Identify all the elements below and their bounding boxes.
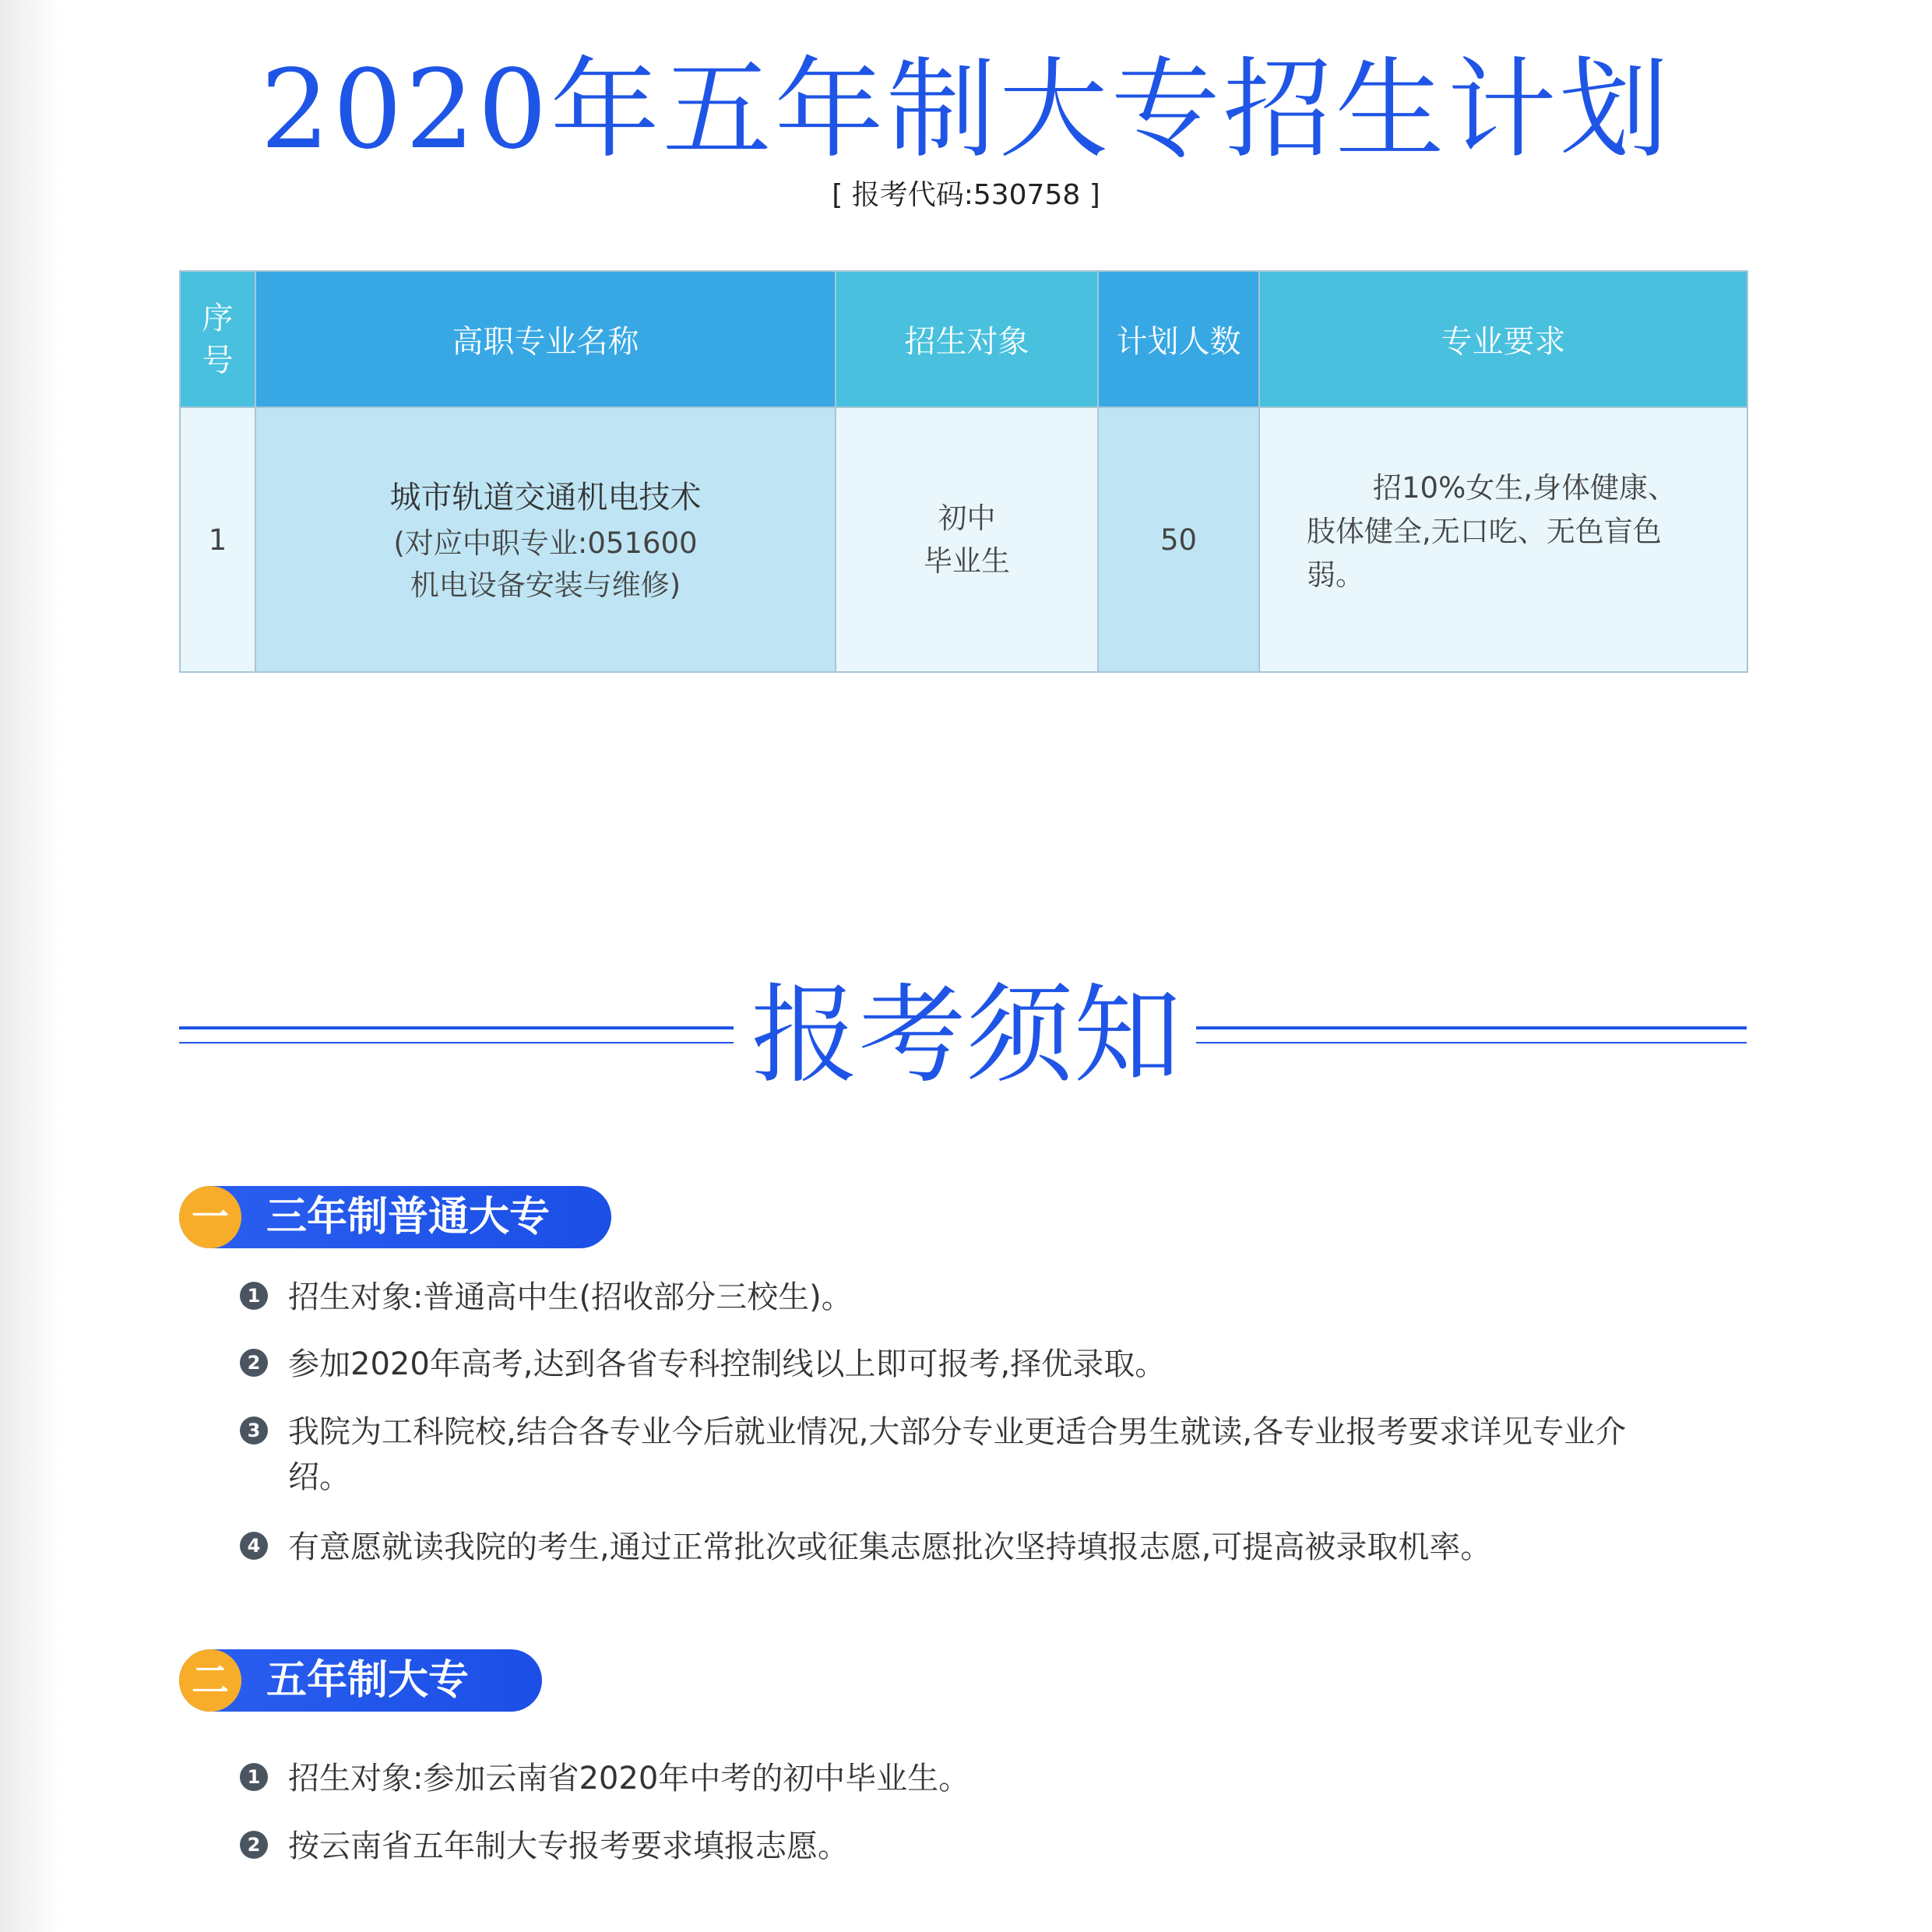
item-number-badge: 3 xyxy=(240,1416,268,1445)
item-number-badge: 2 xyxy=(240,1349,268,1377)
cell-requirement xyxy=(1259,407,1747,672)
cell-major xyxy=(255,407,836,672)
item-text: 按云南省五年制大专报考要求填报志愿。 xyxy=(288,1828,849,1864)
major-name: 城市轨道交通机电技术 xyxy=(389,480,702,516)
header-target: 招生对象 xyxy=(836,271,1098,407)
section-2-label: 五年制大专 xyxy=(266,1657,470,1704)
item-text: 有意愿就读我院的考生,通过正常批次或征集志愿批次坚持填报志愿,可提高被录取机率。 xyxy=(288,1529,1492,1565)
section-1-heading xyxy=(179,1186,611,1248)
notice-title: 报考须知 xyxy=(751,973,1181,1098)
item-number-badge: 1 xyxy=(240,1282,268,1310)
item-text: 招生对象:普通高中生(招收部分三校生)。 xyxy=(288,1279,853,1315)
target-line-2: 毕业生 xyxy=(924,544,1010,578)
list-item xyxy=(240,1342,1680,1387)
page-title: 2020年五年制大专招生计划 xyxy=(260,47,1672,174)
item-number-badge: 4 xyxy=(240,1532,268,1560)
major-sub-line-2: 机电设备安装与维修) xyxy=(410,568,681,602)
requirement-text: 招10%女生,身体健康、肢体健全,无口吃、无色盲色弱。 xyxy=(1307,471,1677,592)
section-1-label: 三年制普通大专 xyxy=(266,1194,551,1240)
section-1-number-badge: 一 xyxy=(179,1186,241,1248)
cell-plan: 50 xyxy=(1098,407,1259,672)
section-2-heading xyxy=(179,1649,542,1712)
header-major: 高职专业名称 xyxy=(255,271,836,407)
item-text: 招生对象:参加云南省2020年中考的初中毕业生。 xyxy=(288,1761,970,1797)
header-requirement: 专业要求 xyxy=(1259,271,1747,407)
major-sub-line-1: (对应中职专业:051600 xyxy=(393,526,698,560)
list-item xyxy=(240,1525,1680,1570)
enrollment-plan-table xyxy=(179,270,1748,673)
item-number-badge: 1 xyxy=(240,1763,268,1791)
header-seq-label: 序号 xyxy=(202,300,234,378)
exam-code: [ 报考代码:530758 ] xyxy=(832,179,1100,211)
list-item xyxy=(240,1275,1680,1320)
target-line-1: 初中 xyxy=(938,501,996,535)
list-item xyxy=(240,1824,1680,1869)
cell-target xyxy=(836,407,1098,672)
table-row xyxy=(180,407,1747,672)
divider-right xyxy=(1196,1026,1747,1043)
item-text: 参加2020年高考,达到各省专科控制线以上即可报考,择优录取。 xyxy=(288,1346,1167,1382)
header-seq xyxy=(180,271,255,407)
item-text: 我院为工科院校,结合各专业今后就业情况,大部分专业更适合男生就读,各专业报考要求详见专业介绍。 xyxy=(288,1414,1627,1495)
header-plan: 计划人数 xyxy=(1098,271,1259,407)
cell-seq: 1 xyxy=(180,407,255,672)
list-item xyxy=(240,1409,1680,1500)
table-header-row xyxy=(180,271,1747,407)
section-2-number-badge: 二 xyxy=(179,1649,241,1712)
list-item xyxy=(240,1756,1680,1801)
item-number-badge: 2 xyxy=(240,1831,268,1859)
